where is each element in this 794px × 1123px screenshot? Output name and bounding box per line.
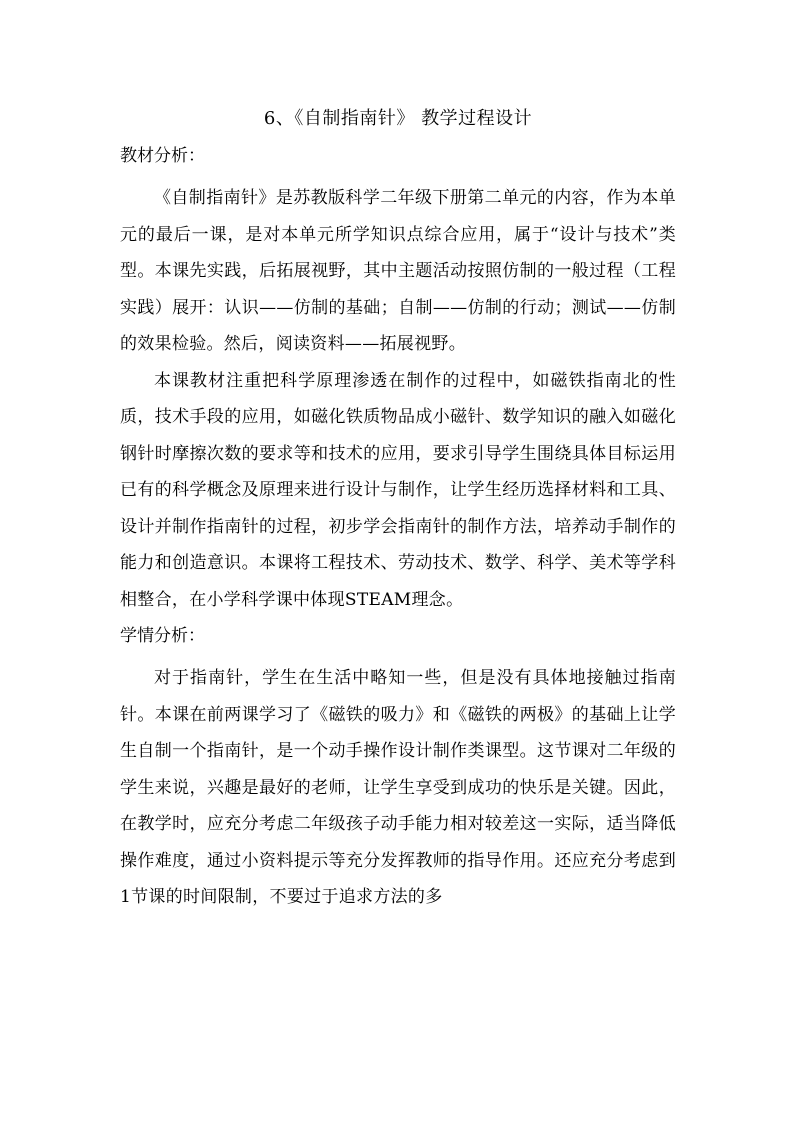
paragraph-textbook-analysis-1: 《自制指南针》是苏教版科学二年级下册第二单元的内容，作为本单元的最后一课，是对本单元所学知识点综合应用，属于“设计与技术”类型。本课先实践，后拓展视野，其中主题活动按照仿制的一般过程（工程实践）展开：认识——仿制的基础；自制——仿制的行动；测试——仿制的效果检验。然后，阅读资料——拓展视野。 (120, 188, 676, 354)
section-heading-textbook-analysis: 教材分析： (120, 146, 205, 166)
document-body (120, 100, 676, 916)
paragraph-textbook-analysis-2: 本课教材注重把科学原理渗透在制作的过程中，如磁铁指南北的性质，技术手段的应用，如磁化铁质物品成小磁针、数学知识的融入如磁化钢针时摩擦次数的要求等和技术的应用，要求引导学生围绕具体目标运用已有的科学概念及原理来进行设计与制作，让学生经历选择材料和工具、设计并制作指南针的过程，初步学会指南针的制作方法，培养动手制作的能力和创造意识。本课将工程技术、劳动技术、数学、科学、美术等学科相整合，在小学科学课中体现STEAM理念。 (120, 370, 676, 610)
document-title: 6、《自制指南针》 教学过程设计 (263, 108, 533, 129)
section-heading-student-analysis: 学情分析： (120, 626, 205, 646)
paragraph-student-analysis-1: 对于指南针，学生在生活中略知一些，但是没有具体地接触过指南针。本课在前两课学习了《磁铁的吸力》和《磁铁的两极》的基础上让学生自制一个指南针，是一个动手操作设计制作类课型。这节课对二年级的学生来说，兴趣是最好的老师，让学生享受到成功的快乐是关键。因此，在教学时，应充分考虑二年级孩子动手能力相对较差这一实际，适当降低操作难度，通过小资料提示等充分发挥教师的指导作用。还应充分考虑到1节课的时间限制，不要过于追求方法的多 (120, 668, 676, 907)
